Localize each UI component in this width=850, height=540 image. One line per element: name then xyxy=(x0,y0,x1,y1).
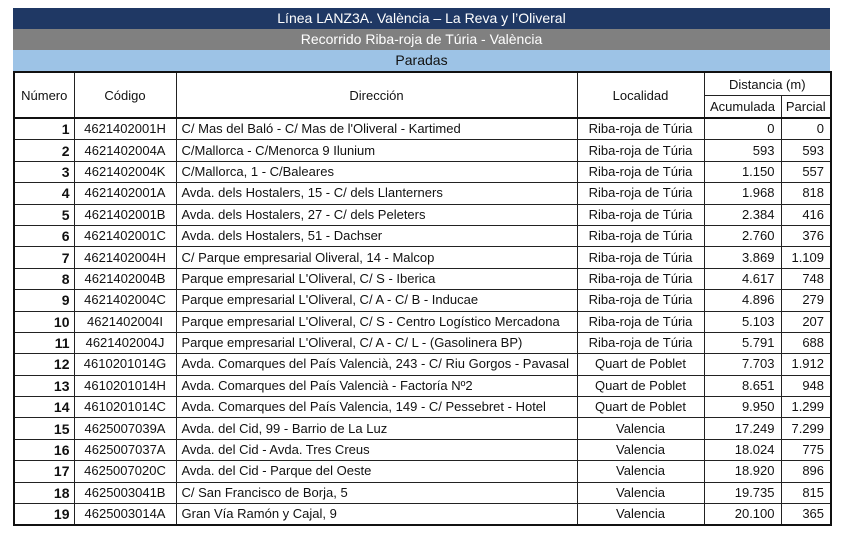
stop-locality: Riba-roja de Túria xyxy=(577,225,704,246)
distance-partial: 416 xyxy=(781,204,831,225)
distance-partial: 279 xyxy=(781,290,831,311)
distance-partial: 7.299 xyxy=(781,418,831,439)
stop-code: 4625007039A xyxy=(74,418,176,439)
stop-code: 4621402004K xyxy=(74,161,176,182)
distance-cumulative: 5.791 xyxy=(704,332,781,353)
distance-cumulative: 0 xyxy=(704,118,781,140)
col-header-distancia: Distancia (m) xyxy=(704,72,831,96)
table-row xyxy=(14,247,831,268)
stops-sheet xyxy=(13,8,830,526)
distance-cumulative: 9.950 xyxy=(704,397,781,418)
col-header-numero: Número xyxy=(14,72,74,118)
stop-address: Avda. del Cid - Avda. Tres Creus xyxy=(176,439,577,460)
stop-code: 4610201014C xyxy=(74,397,176,418)
stop-number: 14 xyxy=(14,397,74,418)
table-row xyxy=(14,332,831,353)
stop-address: Avda. del Cid, 99 - Barrio de La Luz xyxy=(176,418,577,439)
stop-address: C/ San Francisco de Borja, 5 xyxy=(176,482,577,503)
stop-locality: Valencia xyxy=(577,482,704,503)
stop-code: 4610201014G xyxy=(74,354,176,375)
distance-cumulative: 18.024 xyxy=(704,439,781,460)
table-row xyxy=(14,504,831,526)
stop-address: Avda. Comarques del País Valencià, 243 - C/ Riu Gorgos - Pavasal xyxy=(176,354,577,375)
stop-locality: Riba-roja de Túria xyxy=(577,204,704,225)
stop-locality: Valencia xyxy=(577,439,704,460)
stop-address: Avda. dels Hostalers, 15 - C/ dels Llanterners xyxy=(176,183,577,204)
col-header-parcial: Parcial xyxy=(781,96,831,119)
stop-address: Avda. dels Hostalers, 27 - C/ dels Peleters xyxy=(176,204,577,225)
table-row xyxy=(14,183,831,204)
stop-locality: Riba-roja de Túria xyxy=(577,161,704,182)
stop-locality: Valencia xyxy=(577,418,704,439)
table-row xyxy=(14,375,831,396)
stop-address: Parque empresarial L'Oliveral, C/ S - Iberica xyxy=(176,268,577,289)
stop-code: 4625003041B xyxy=(74,482,176,503)
distance-partial: 376 xyxy=(781,225,831,246)
distance-partial: 748 xyxy=(781,268,831,289)
stop-address: C/Mallorca, 1 - C/Baleares xyxy=(176,161,577,182)
distance-partial: 365 xyxy=(781,504,831,526)
table-row xyxy=(14,439,831,460)
stop-address: Parque empresarial L'Oliveral, C/ S - Centro Logístico Mercadona xyxy=(176,311,577,332)
stop-address: C/Mallorca - C/Menorca 9 Ilunium xyxy=(176,140,577,161)
distance-cumulative: 8.651 xyxy=(704,375,781,396)
distance-partial: 0 xyxy=(781,118,831,140)
stop-address: Avda. Comarques del País Valencià - Factoría Nº2 xyxy=(176,375,577,396)
stop-code: 4621402004J xyxy=(74,332,176,353)
stop-address: Avda. dels Hostalers, 51 - Dachser xyxy=(176,225,577,246)
stop-number: 9 xyxy=(14,290,74,311)
table-row xyxy=(14,482,831,503)
stop-address: Parque empresarial L'Oliveral, C/ A - C/ L - (Gasolinera BP) xyxy=(176,332,577,353)
distance-partial: 1.299 xyxy=(781,397,831,418)
distance-cumulative: 19.735 xyxy=(704,482,781,503)
table-row xyxy=(14,204,831,225)
stop-code: 4610201014H xyxy=(74,375,176,396)
table-row xyxy=(14,225,831,246)
stop-number: 6 xyxy=(14,225,74,246)
stop-code: 4621402001A xyxy=(74,183,176,204)
distance-partial: 688 xyxy=(781,332,831,353)
distance-cumulative: 5.103 xyxy=(704,311,781,332)
stop-code: 4621402004B xyxy=(74,268,176,289)
stop-number: 13 xyxy=(14,375,74,396)
stop-locality: Quart de Poblet xyxy=(577,397,704,418)
stop-locality: Valencia xyxy=(577,504,704,526)
stop-number: 19 xyxy=(14,504,74,526)
stop-address: Avda. del Cid - Parque del Oeste xyxy=(176,461,577,482)
distance-partial: 815 xyxy=(781,482,831,503)
distance-partial: 207 xyxy=(781,311,831,332)
stop-number: 1 xyxy=(14,118,74,140)
distance-cumulative: 3.869 xyxy=(704,247,781,268)
stops-table xyxy=(13,71,832,526)
distance-partial: 775 xyxy=(781,439,831,460)
stop-locality: Riba-roja de Túria xyxy=(577,290,704,311)
table-header xyxy=(14,72,831,118)
distance-partial: 557 xyxy=(781,161,831,182)
stop-locality: Riba-roja de Túria xyxy=(577,268,704,289)
stop-number: 17 xyxy=(14,461,74,482)
table-row xyxy=(14,397,831,418)
distance-partial: 1.912 xyxy=(781,354,831,375)
table-row xyxy=(14,290,831,311)
distance-cumulative: 593 xyxy=(704,140,781,161)
stop-code: 4621402001B xyxy=(74,204,176,225)
stop-locality: Quart de Poblet xyxy=(577,375,704,396)
stop-code: 4621402004H xyxy=(74,247,176,268)
stop-code: 4621402004I xyxy=(74,311,176,332)
stop-number: 4 xyxy=(14,183,74,204)
stop-number: 16 xyxy=(14,439,74,460)
distance-cumulative: 1.150 xyxy=(704,161,781,182)
distance-partial: 948 xyxy=(781,375,831,396)
stop-code: 4621402001C xyxy=(74,225,176,246)
table-row xyxy=(14,418,831,439)
stop-number: 11 xyxy=(14,332,74,353)
route-subtitle: Recorrido Riba-roja de Túria - València xyxy=(13,29,830,50)
stop-number: 5 xyxy=(14,204,74,225)
stop-number: 18 xyxy=(14,482,74,503)
col-header-acumulada: Acumulada xyxy=(704,96,781,119)
stop-locality: Riba-roja de Túria xyxy=(577,247,704,268)
stop-number: 2 xyxy=(14,140,74,161)
table-row xyxy=(14,161,831,182)
stop-address: Avda. Comarques del País Valencia, 149 - C/ Pessebret - Hotel xyxy=(176,397,577,418)
distance-partial: 1.109 xyxy=(781,247,831,268)
line-title: Línea LANZ3A. València – La Reva y l’Oliveral xyxy=(13,8,830,29)
stop-number: 12 xyxy=(14,354,74,375)
distance-cumulative: 17.249 xyxy=(704,418,781,439)
distance-cumulative: 2.384 xyxy=(704,204,781,225)
section-title: Paradas xyxy=(13,50,830,71)
stop-number: 10 xyxy=(14,311,74,332)
distance-cumulative: 2.760 xyxy=(704,225,781,246)
stop-locality: Riba-roja de Túria xyxy=(577,332,704,353)
table-row xyxy=(14,311,831,332)
col-header-localidad: Localidad xyxy=(577,72,704,118)
distance-partial: 593 xyxy=(781,140,831,161)
distance-cumulative: 4.896 xyxy=(704,290,781,311)
table-row xyxy=(14,461,831,482)
stop-code: 4625003014A xyxy=(74,504,176,526)
stop-address: C/ Parque empresarial Oliveral, 14 - Malcop xyxy=(176,247,577,268)
distance-cumulative: 20.100 xyxy=(704,504,781,526)
table-row xyxy=(14,140,831,161)
table-row xyxy=(14,354,831,375)
stop-code: 4621402001H xyxy=(74,118,176,140)
distance-cumulative: 18.920 xyxy=(704,461,781,482)
stop-locality: Quart de Poblet xyxy=(577,354,704,375)
stop-locality: Riba-roja de Túria xyxy=(577,140,704,161)
stop-locality: Valencia xyxy=(577,461,704,482)
stop-code: 4621402004C xyxy=(74,290,176,311)
stop-code: 4625007037A xyxy=(74,439,176,460)
distance-cumulative: 7.703 xyxy=(704,354,781,375)
table-row xyxy=(14,118,831,140)
stop-address: Parque empresarial L'Oliveral, C/ A - C/ B - Inducae xyxy=(176,290,577,311)
stop-address: Gran Vía Ramón y Cajal, 9 xyxy=(176,504,577,526)
table-row xyxy=(14,268,831,289)
stop-number: 7 xyxy=(14,247,74,268)
stop-code: 4625007020C xyxy=(74,461,176,482)
distance-cumulative: 1.968 xyxy=(704,183,781,204)
stop-number: 8 xyxy=(14,268,74,289)
stop-locality: Riba-roja de Túria xyxy=(577,118,704,140)
distance-partial: 818 xyxy=(781,183,831,204)
distance-partial: 896 xyxy=(781,461,831,482)
stop-number: 15 xyxy=(14,418,74,439)
stop-locality: Riba-roja de Túria xyxy=(577,183,704,204)
table-body xyxy=(14,118,831,525)
col-header-direccion: Dirección xyxy=(176,72,577,118)
col-header-codigo: Código xyxy=(74,72,176,118)
distance-cumulative: 4.617 xyxy=(704,268,781,289)
stop-number: 3 xyxy=(14,161,74,182)
stop-locality: Riba-roja de Túria xyxy=(577,311,704,332)
stop-code: 4621402004A xyxy=(74,140,176,161)
stop-address: C/ Mas del Baló - C/ Mas de l'Oliveral - Kartimed xyxy=(176,118,577,140)
